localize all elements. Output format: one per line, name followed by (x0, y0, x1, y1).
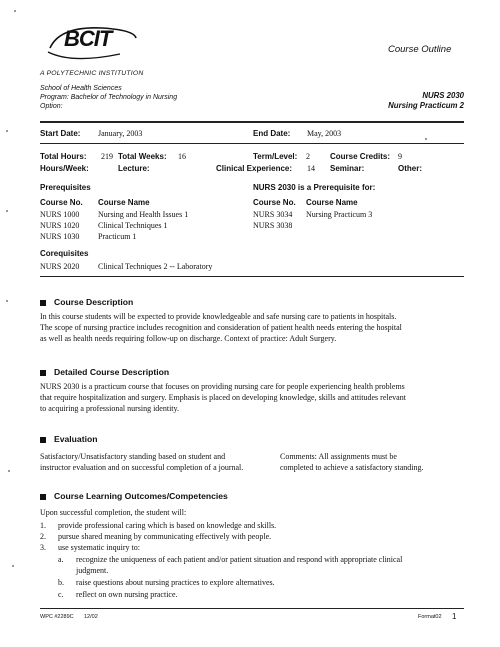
text-line: NURS 2030 is a practicum course that focuses on providing nursing care for people experiencing health problems (40, 382, 405, 391)
evaluation-left-text (40, 451, 270, 473)
scan-speck (6, 210, 8, 212)
prereq-for-col-course-name: Course Name (306, 198, 358, 207)
scan-speck (8, 470, 10, 472)
course-number: NURS 3038 (253, 221, 293, 230)
course-name: Nursing Practicum 3 (306, 210, 373, 219)
term-level-label: Term/Level: (253, 152, 298, 161)
subitem-text: judgment. (76, 566, 109, 575)
item-number: 2. (40, 532, 46, 541)
evaluation-comments-text (280, 451, 470, 473)
text-line: In this course students will be expected to provide knowledgeable and safe nursing care to patients in hospitals. (40, 312, 397, 321)
section-title: Course Description (54, 297, 134, 307)
term-level-value: 2 (306, 152, 310, 161)
start-date-label: Start Date: (40, 129, 81, 138)
scan-speck (14, 10, 16, 12)
subitem-text: reflect on own nursing practice. (76, 590, 178, 599)
page-number: 1 (452, 612, 457, 621)
total-weeks-value: 16 (178, 152, 186, 161)
course-credits-label: Course Credits: (330, 152, 391, 161)
prerequisite-for-heading: NURS 2030 is a Prerequisite for: (253, 183, 376, 192)
footer-doc-id: WPC #2289C (40, 614, 74, 620)
section-title: Course Learning Outcomes/Competencies (54, 491, 228, 501)
text-line: Comments: All assignments must be (280, 452, 397, 461)
subitem-text: recognize the uniqueness of each patient and/or patient situation and respond with appropriate clinical (76, 555, 403, 564)
footer-format: Format02 (418, 614, 442, 620)
section-bullet-icon (40, 437, 46, 443)
prereq-for-col-course-no: Course No. (253, 198, 296, 207)
hours-week-label: Hours/Week: (40, 164, 89, 173)
footer-rule (40, 608, 464, 609)
subitem-letter: a. (58, 555, 64, 564)
scan-speck (425, 138, 427, 140)
scan-speck (6, 130, 8, 132)
course-number: NURS 1020 (40, 221, 80, 230)
course-name: Clinical Techniques 1 (98, 221, 168, 230)
clinical-experience-label: Clinical Experience: (216, 164, 293, 173)
item-text: pursue shared meaning by communicating effectively with people. (58, 532, 272, 541)
course-name: Nursing and Health Issues 1 (98, 210, 189, 219)
footer-date: 12/02 (84, 614, 98, 620)
text-line: Satisfactory/Unsatisfactory standing based on student and (40, 452, 226, 461)
outcomes-intro: Upon successful completion, the student will: (40, 508, 187, 517)
section-title: Evaluation (54, 434, 98, 444)
prerequisites-heading: Prerequisites (40, 183, 91, 192)
corequisites-heading: Corequisites (40, 249, 89, 258)
course-name: Clinical Techniques 2 -- Laboratory (98, 262, 213, 271)
seminar-label: Seminar: (330, 164, 365, 173)
school-name: School of Health Sciences (40, 85, 122, 92)
prereq-rule (40, 276, 464, 277)
course-number: NURS 3034 (253, 210, 293, 219)
end-date-value: May, 2003 (307, 129, 342, 138)
item-text: use systematic inquiry to: (58, 543, 140, 552)
total-weeks-label: Total Weeks: (118, 152, 167, 161)
info-rule (40, 143, 464, 144)
subitem-text: raise questions about nursing practices to explore alternatives. (76, 578, 275, 587)
text-line: that require hospitalization and surgery. Emphasis is placed on developing knowledge, skills and attitudes relevant (40, 393, 406, 402)
course-number: NURS 2020 (40, 262, 80, 271)
item-number: 1. (40, 521, 46, 530)
clinical-experience-value: 14 (307, 164, 315, 173)
course-description-heading (40, 297, 133, 307)
lecture-label: Lecture: (118, 164, 150, 173)
prereq-col-course-no: Course No. (40, 198, 83, 207)
evaluation-heading (40, 434, 97, 444)
scan-speck (6, 300, 8, 302)
text-line: to acquiring a professional nursing identity. (40, 404, 180, 413)
course-title: Nursing Practicum 2 (388, 101, 464, 110)
scan-speck (12, 565, 14, 567)
course-credits-value: 9 (398, 152, 402, 161)
text-line: completed to achieve a satisfactory standing. (280, 463, 424, 472)
section-bullet-icon (40, 370, 46, 376)
section-title: Detailed Course Description (54, 367, 170, 377)
item-text: provide professional caring which is based on knowledge and skills. (58, 521, 277, 530)
logo-tagline: A POLYTECHNIC INSTITUTION (40, 70, 144, 77)
start-date-value: January, 2003 (98, 129, 143, 138)
outcomes-heading (40, 491, 228, 501)
program-name: Program: Bachelor of Technology in Nursing (40, 94, 178, 101)
total-hours-label: Total Hours: (40, 152, 87, 161)
detailed-description-text (40, 381, 470, 414)
other-label: Other: (398, 164, 422, 173)
course-name: Practicum 1 (98, 232, 137, 241)
item-number: 3. (40, 543, 46, 552)
total-hours-value: 219 (101, 152, 113, 161)
option-label: Option: (40, 103, 63, 110)
text-line: The scope of nursing practice includes recognition and consideration of patient health needs entering the hospital (40, 323, 402, 332)
document-type: Course Outline (388, 44, 452, 55)
end-date-label: End Date: (253, 129, 291, 138)
course-description-text (40, 311, 470, 344)
prereq-col-course-name: Course Name (98, 198, 150, 207)
section-bullet-icon (40, 300, 46, 306)
course-code: NURS 2030 (422, 91, 464, 100)
subitem-letter: c. (58, 590, 64, 599)
detailed-description-heading (40, 367, 169, 377)
subitem-letter: b. (58, 578, 64, 587)
text-line: instructor evaluation and on successful completion of a journal. (40, 463, 244, 472)
course-number: NURS 1030 (40, 232, 80, 241)
text-line: as well as health needs requiring follow-up on discharge. Context of practice: Adult Surgery. (40, 334, 337, 343)
header-rule (40, 121, 464, 123)
section-bullet-icon (40, 494, 46, 500)
course-number: NURS 1000 (40, 210, 80, 219)
logo-wordmark: BCIT (64, 26, 112, 51)
